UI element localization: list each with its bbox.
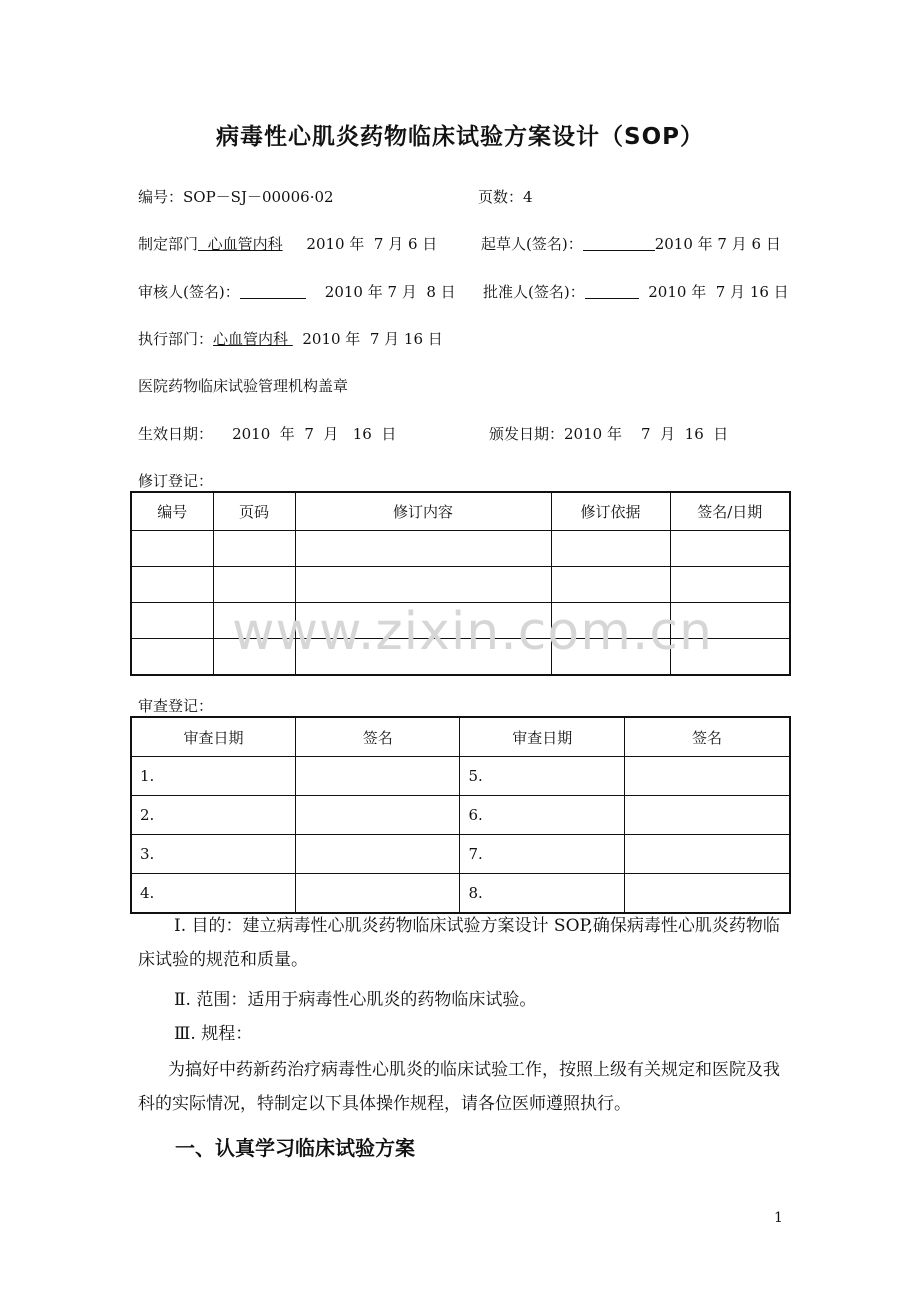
seal-text: 医院药物临床试验管理机构盖章 [138,377,349,395]
review-date-cell[interactable]: 5. [460,757,625,796]
exec-line [138,328,443,349]
revision-cell[interactable] [213,567,295,603]
review-signature-cell[interactable] [624,796,790,835]
revision-cell[interactable] [295,531,551,567]
purpose-paragraph: Ⅰ. 目的：建立病毒性心肌炎药物临床试验方案设计 SOP,确保病毒性心肌炎药物临床试验的规范和质量。 [138,916,780,970]
revision-header-cell: 修订依据 [551,492,670,531]
review-signature-cell[interactable] [296,835,460,874]
approver-line [483,281,789,302]
review-row [131,796,790,835]
approver-label: 批准人(签名)： [483,283,585,301]
pages-line [478,186,533,207]
effective-label: 生效日期： [138,425,214,443]
revision-cell[interactable] [213,531,295,567]
revision-cell[interactable] [295,567,551,603]
review-signature-cell[interactable] [296,796,460,835]
review-signature-cell[interactable] [624,874,790,914]
page-number: 1 [774,1210,783,1226]
review-date-cell[interactable]: 8. [460,874,625,914]
revision-cell[interactable] [131,639,213,676]
procedure-heading: Ⅲ. 规程： [174,1024,253,1044]
intro-paragraph: 为搞好中药新药治疗病毒性心肌炎的临床试验工作，按照上级有关规定和医院及我科的实际情况，特制定以下具体操作规程，请各位医师遵照执行。 [138,1060,780,1114]
revision-cell[interactable] [131,531,213,567]
review-header-cell: 签名 [624,717,790,757]
revision-cell[interactable] [551,567,670,603]
revision-cell[interactable] [131,567,213,603]
section-heading: 一、认真学习临床试验方案 [175,1136,415,1160]
dept-value: 心血管内科 [207,235,283,253]
number-value: SOP－SJ－00006·02 [183,188,334,206]
issue-label: 颁发日期： [489,425,565,443]
pages-value: 4 [523,188,533,206]
revision-cell[interactable] [551,531,670,567]
effective-line [138,423,396,444]
revision-cell[interactable] [670,567,790,603]
review-row [131,874,790,914]
review-date-cell[interactable]: 6. [460,796,625,835]
review-row [131,757,790,796]
revision-header-cell: 签名/日期 [670,492,790,531]
review-header-cell: 签名 [296,717,460,757]
revision-header-cell: 页码 [213,492,295,531]
reviewer-signature-blank[interactable] [240,284,306,299]
exec-date: 2010 年 7 月 16 日 [302,330,443,348]
review-label: 审查登记： [138,697,214,715]
issue-line [489,423,728,444]
revision-cell[interactable] [131,603,213,639]
revision-label: 修订登记： [138,472,214,490]
review-signature-cell[interactable] [624,835,790,874]
review-date-cell[interactable]: 7. [460,835,625,874]
reviewer-label: 审核人(签名)： [138,283,240,301]
effective-date: 2010 年 7 月 16 日 [232,425,397,443]
review-header-cell: 审查日期 [460,717,625,757]
review-date-cell[interactable]: 2. [131,796,296,835]
review-date-cell[interactable]: 3. [131,835,296,874]
revision-cell[interactable] [670,531,790,567]
exec-label: 执行部门： [138,330,214,348]
review-signature-cell[interactable] [296,874,460,914]
reviewer-date: 2010 年 7 月 8 日 [324,283,456,301]
drafter-label: 起草人(签名)： [481,235,583,253]
review-date-cell[interactable]: 1. [131,757,296,796]
review-row [131,835,790,874]
revision-header-row [131,492,790,531]
review-signature-cell[interactable] [296,757,460,796]
drafter-line [481,233,781,254]
revision-header-cell: 编号 [131,492,213,531]
review-header-cell: 审查日期 [131,717,296,757]
approver-date: 2010 年 7 月 16 日 [648,283,789,301]
scope-paragraph: Ⅱ. 范围：适用于病毒性心肌炎的药物临床试验。 [174,990,537,1010]
review-header-row [131,717,790,757]
reviewer-line [138,281,456,302]
revision-row [131,531,790,567]
drafter-date: 2010 年 7 月 6 日 [654,235,781,253]
approver-signature-blank[interactable] [585,284,639,299]
document-title: 病毒性心肌炎药物临床试验方案设计（SOP） [216,124,704,150]
number-line [138,186,334,207]
pages-label: 页数： [478,188,524,206]
drafter-signature-blank[interactable] [583,236,655,251]
dept-line [138,233,437,254]
dept-date: 2010 年 7 月 6 日 [306,235,438,253]
review-date-cell[interactable]: 4. [131,874,296,914]
review-table [130,716,791,914]
watermark: www.zixin.com.cn [232,602,713,662]
revision-header-cell: 修订内容 [295,492,551,531]
revision-row [131,567,790,603]
dept-label: 制定部门 [138,235,199,253]
issue-date: 2010 年 7 月 16 日 [564,425,729,443]
number-label: 编号： [138,188,184,206]
review-signature-cell[interactable] [624,757,790,796]
exec-value: 心血管内科 [213,330,289,348]
